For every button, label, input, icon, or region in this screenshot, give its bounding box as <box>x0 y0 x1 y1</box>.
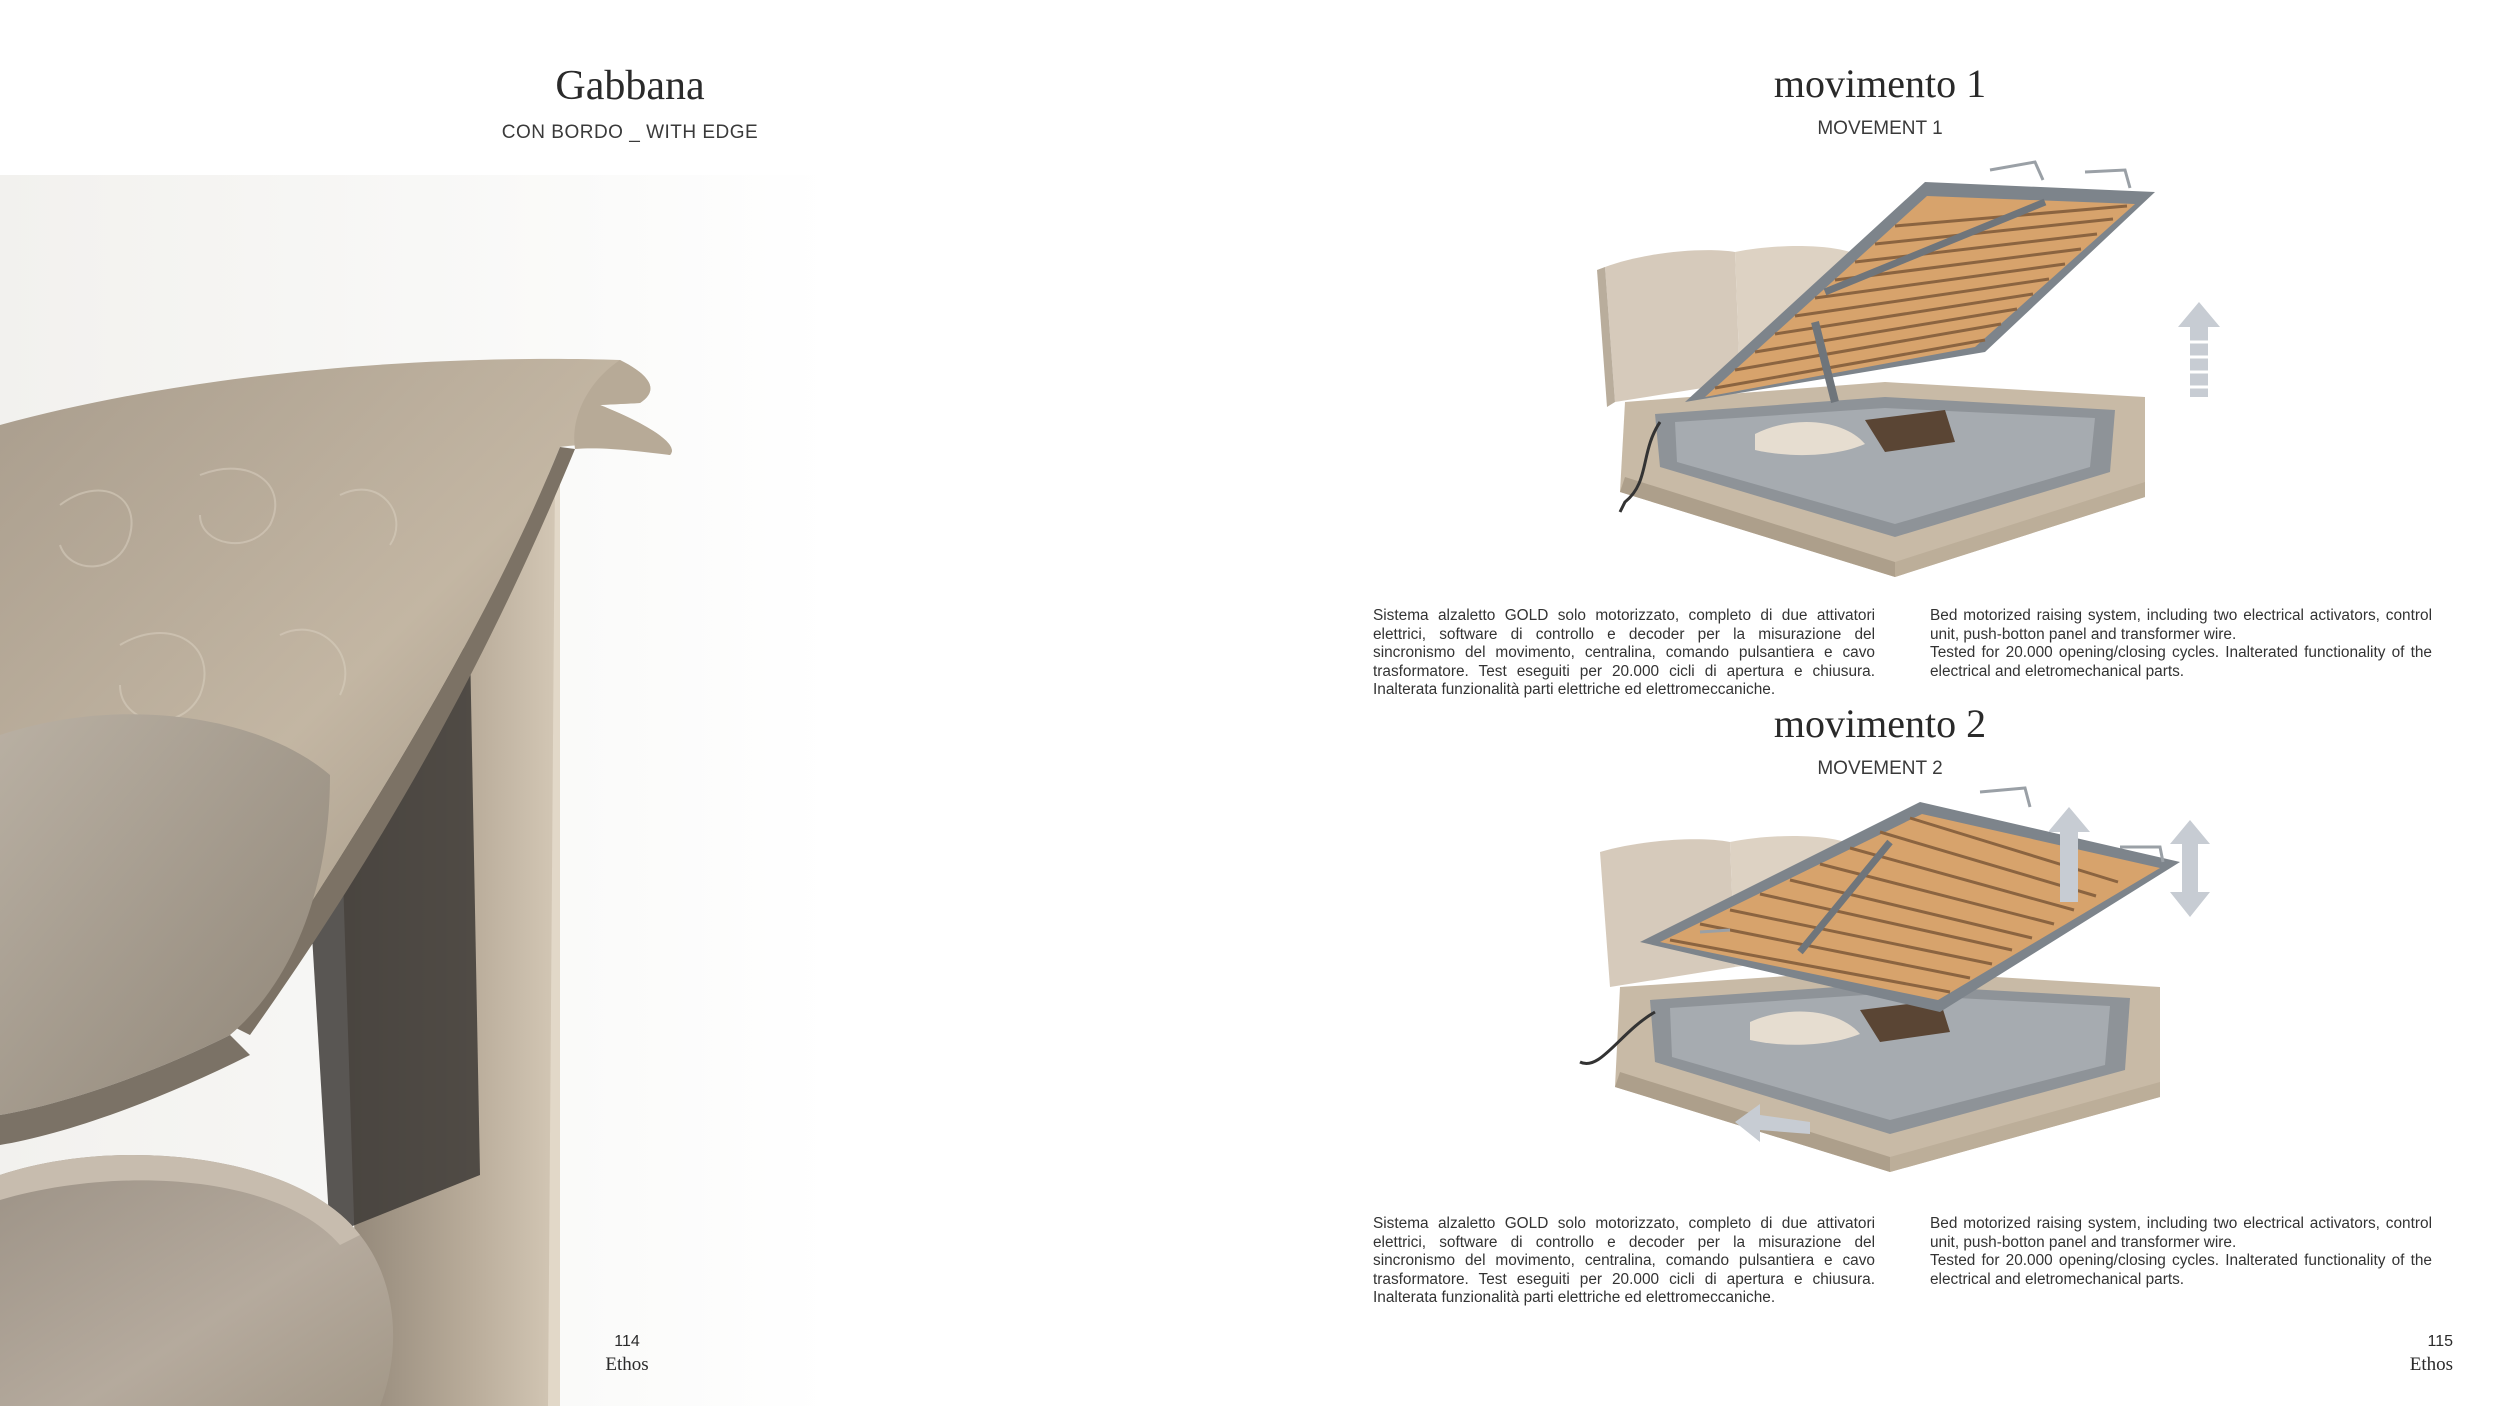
movement-2-description-en <box>1930 1215 2432 1289</box>
movement-1-bed-image <box>1565 152 2225 582</box>
movement-2-en-line-2: Tested for 20.000 opening/closing cycles. Inalterated functionality of the electrical and eletromechanical parts. <box>1930 1252 2432 1288</box>
right-page-footer <box>2333 1330 2453 1376</box>
product-subtitle: CON BORDO _ WITH EDGE <box>501 122 759 143</box>
movement-2-description-it: Sistema alzaletto GOLD solo motorizzato, completo di due attivatori elettrici, software di controllo e decoder per la misurazione del sincronismo del movimento, centralina, comando pulsantiera e cavo trasformatore. Test eseguiti per 20.000 cicli di apertura e chiusura. Inalterata funzionalità parti elettriche ed elettromeccaniche. <box>1373 1215 1875 1307</box>
bed-detail-photo <box>0 175 830 1406</box>
movement-1-en-line-1: Bed motorized raising system, including two electrical activators, control unit, push-botton panel and transformer wire. <box>1930 607 2432 643</box>
storage-bed-open-illustration <box>1565 152 2225 582</box>
movement-1-title: movimento 1 <box>1773 61 1987 106</box>
storage-bed-open-side-illustration <box>1560 752 2235 1182</box>
movement-2-bed-image <box>1560 752 2235 1182</box>
product-title: Gabbana <box>555 63 705 109</box>
brand-name: Ethos <box>605 1354 649 1375</box>
movement-2-subtitle: MOVEMENT 2 <box>1817 758 1943 779</box>
movement-1-en-line-2: Tested for 20.000 opening/closing cycles. Inalterated functionality of the electrical and eletromechanical parts. <box>1930 644 2432 680</box>
page-number: 115 <box>2427 1333 2453 1350</box>
movement-2-en-line-1: Bed motorized raising system, including two electrical activators, control unit, push-botton panel and transformer wire. <box>1930 1215 2432 1251</box>
movement-1-subtitle: MOVEMENT 1 <box>1817 118 1943 139</box>
movement-1-description-it: Sistema alzaletto GOLD solo motorizzato, completo di due attivatori elettrici, software di controllo e decoder per la misurazione del sincronismo del movimento, centralina, comando pulsantiera e cavo trasformatore. Test eseguiti per 20.000 cicli di apertura e chiusura. Inalterata funzionalità parti elettriche ed elettromeccaniche. <box>1373 607 1875 699</box>
movement-1-description-en <box>1930 607 2432 681</box>
page-number: 114 <box>614 1333 640 1350</box>
left-page-footer <box>567 1330 687 1376</box>
bed-headboard-illustration <box>0 175 830 1406</box>
brand-name: Ethos <box>2409 1354 2453 1375</box>
movement-2-title: movimento 2 <box>1773 701 1987 746</box>
